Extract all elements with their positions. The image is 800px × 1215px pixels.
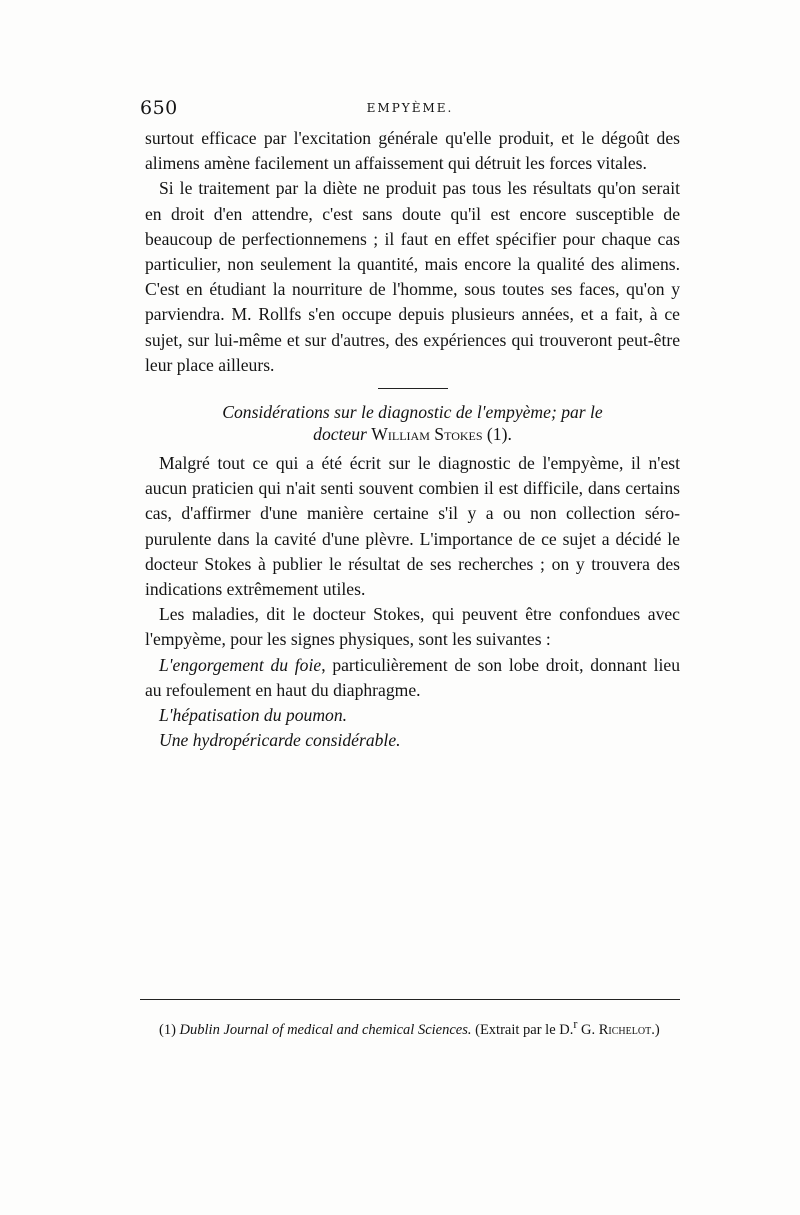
section-title-line [145,423,680,445]
footnote-end: ) [654,1021,660,1038]
footnote-text: (Extrait par le D. [471,1021,574,1038]
section-title [145,401,680,445]
footnote-author: G. Richelot. [577,1021,655,1038]
footnote-superscript: r [573,1017,578,1031]
section-title-text: docteur [313,424,372,445]
footnote-marker: (1) [159,1021,180,1038]
list-item-term: L'engorgement du foie [159,654,322,675]
section-divider [378,388,448,389]
footnote-reference: (1). [482,424,512,445]
footnote-divider [140,999,680,1000]
paragraph: surtout efficace par l'excitation générale qu'elle produit, et le dégoût des alimens amène facilement un affaissement qui détruit les forces vitales. [145,128,680,174]
paragraph: Les maladies, dit le docteur Stokes, qui peuvent être confondues avec l'empyème, pour les signes physiques, sont les suivantes : [145,604,680,650]
page-header [140,97,680,123]
list-item: L'hépatisation du poumon. [159,705,348,726]
running-head: EMPYÈME. [366,101,454,115]
section-author: William Stokes [371,424,483,445]
list-item: Une hydropéricarde considérable. [159,730,401,751]
page-number: 650 [140,97,178,119]
section-title-line: Considérations sur le diagnostic de l'empyème; par le [222,402,603,423]
paragraph: Malgré tout ce qui a été écrit sur le diagnostic de l'empyème, il n'est aucun praticien qui n'ait senti souvent combien il est difficile, dans certains cas, d'affirmer d'une manière certaine s'il y a ou non collection séro-purulente dans la cavité d'une plèvre. L'importance de ce sujet a décidé le docteur Stokes à publier le résultat de ses recherches ; on y trouvera des indications extrêmement utiles. [145,453,680,600]
footnote-journal: Dublin Journal of medical and chemical Sciences. [179,1021,472,1038]
list-item-text: , particulièrement de son lobe droit, donnant lieu au refoulement en haut du diaphragme. [145,654,680,700]
footnote [145,1014,680,1040]
list-item [145,653,680,703]
page-body [145,126,680,753]
paragraph: Si le traitement par la diète ne produit pas tous les résultats qu'on serait en droit d'en attendre, c'est sans doute qu'il est encore susceptible de beaucoup de perfectionnemens ; il faut en effet spécifier pour chaque cas particulier, non seulement la quantité, mais encore la qualité des alimens. C'est en étudiant la nourriture de l'homme, sous toutes ses faces, qu'on y parviendra. M. Rollfs s'en occupe depuis plusieurs années, et a fait, à ce sujet, sur lui-même et sur d'autres, des expériences qui trouveront peut-être leur place ailleurs. [145,178,680,375]
